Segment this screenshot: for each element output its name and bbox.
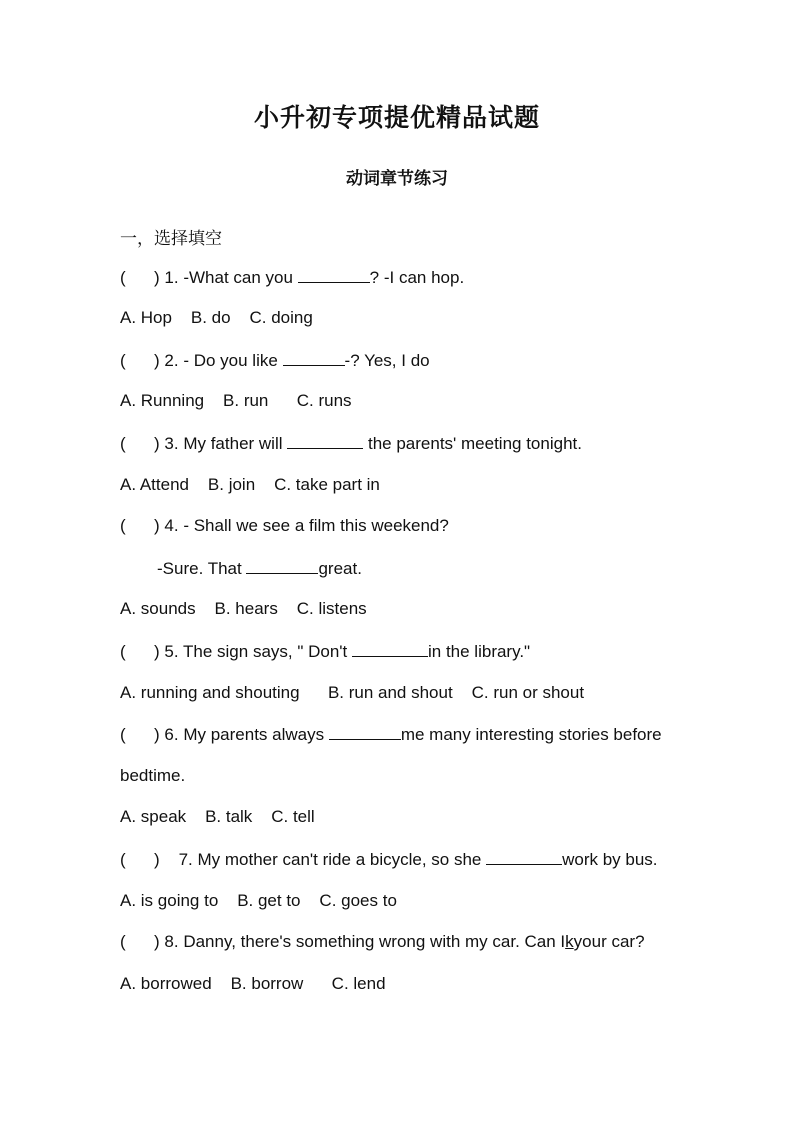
answer-paren: ( ) [120, 642, 160, 661]
document-title: 小升初专项提优精品试题 [253, 103, 540, 132]
answer-paren: ( ) [120, 725, 160, 744]
answer-blank [329, 722, 401, 740]
question-3: ( ) 3. My father will the parents' meeting tonight. [120, 431, 582, 456]
question-3-options: A. Attend B. join C. take part in [120, 475, 380, 494]
answer-paren: ( ) [120, 351, 160, 370]
answer-paren: ( ) [120, 516, 160, 535]
question-6: ( ) 6. My parents always me many interesting stories before [120, 722, 662, 747]
answer-blank [352, 639, 428, 657]
question-2: ( ) 2. - Do you like -? Yes, I do [120, 348, 430, 373]
question-7-options: A. is going to B. get to C. goes to [120, 891, 397, 910]
question-8: ( ) 8. Danny, there's something wrong with my car. Can Ikyour car? [120, 932, 645, 951]
answer-blank [298, 265, 370, 283]
question-5-options: A. running and shouting B. run and shout C. run or shout [120, 683, 585, 702]
question-1: ( ) 1. -What can you ? -I can hop. [120, 265, 464, 290]
question-7: ( ) 7. My mother can't ride a bicycle, so she work by bus. [120, 847, 658, 872]
question-4-line-2: -Sure. That great. [157, 556, 362, 581]
question-8-options: A. borrowed B. borrow C. lend [120, 974, 386, 993]
answer-blank [246, 556, 318, 574]
document-subtitle: 动词章节练习 [346, 169, 448, 189]
question-1-options: A. Hop B. do C. doing [120, 308, 313, 327]
answer-blank [486, 847, 562, 865]
answer-paren: ( ) [120, 850, 160, 869]
question-2-options: A. Running B. run C. runs [120, 391, 352, 410]
answer-paren: ( ) [120, 932, 160, 951]
question-4-options: A. sounds B. hears C. listens [120, 599, 367, 618]
answer-paren: ( ) [120, 434, 160, 453]
question-4: ( ) 4. - Shall we see a film this weekend? [120, 516, 449, 535]
answer-paren: ( ) [120, 268, 160, 287]
question-6-wrap: bedtime. [120, 766, 186, 785]
answer-blank [283, 348, 345, 366]
question-5: ( ) 5. The sign says, " Don't in the library." [120, 639, 530, 664]
section-heading: 一，选择填空 [120, 229, 222, 249]
answer-blank [287, 431, 363, 449]
question-6-options: A. speak B. talk C. tell [120, 807, 315, 826]
